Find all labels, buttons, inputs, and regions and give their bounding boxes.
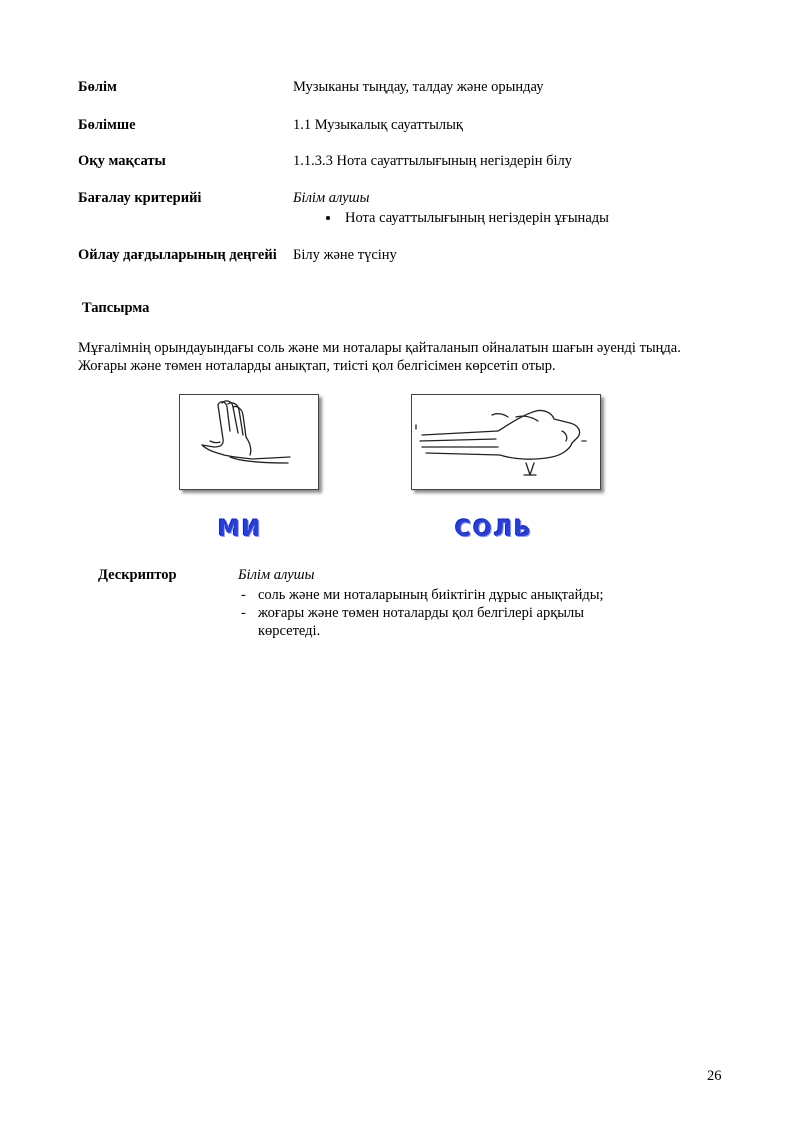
task-title: Тапсырма [82,300,150,316]
row-label: Ойлау дағдыларының деңгейі [78,247,277,263]
descriptor-label: Дескриптор [98,567,177,583]
sol-hand-sign-image [411,394,601,490]
row-value: 1.1.3.3 Нота сауаттылығының негіздерін білу [293,153,573,169]
descriptor-item: - жоғары және төмен ноталарды қол белгілері арқылы көрсетеді. [238,604,618,640]
sol-label: СОЛЬ [455,517,533,542]
mi-label: МИ [218,517,263,542]
row-label: Бағалау критерийі [78,190,202,206]
mi-hand-sign-image [179,394,319,490]
hand-vertical-icon [180,395,318,489]
descriptor-body [238,566,618,640]
descriptor-item: - соль және ми ноталарының биіктігін дұрыс анықтайды; [238,586,618,604]
page-number: 26 [707,1068,722,1084]
criteria-intro: Білім алушы [293,190,370,206]
row-label: Бөлімше [78,117,136,133]
row-value: 1.1 Музыкалық сауаттылық [293,117,463,133]
row-label: Оқу мақсаты [78,153,166,169]
row-value [293,189,733,227]
row-label: Бөлім [78,79,117,95]
row-value: Білу және түсіну [293,247,397,263]
hand-horizontal-icon [412,395,600,489]
row-value: Музыканы тыңдау, талдау және орындау [293,79,544,95]
criteria-item: • Нота сауаттылығының негіздерін ұғынады [341,209,733,227]
descriptor-list [238,586,618,640]
task-text: Мұғалімнің орындауындағы соль және ми ноталары қайталанып ойналатын шағын әуенді тыңда. Жоғары және төмен ноталарды анықтап, тиісті қол белгісімен көрсетіп отыр. [78,340,681,374]
descriptor-intro: Білім алушы [238,567,315,583]
criteria-list [293,209,733,227]
